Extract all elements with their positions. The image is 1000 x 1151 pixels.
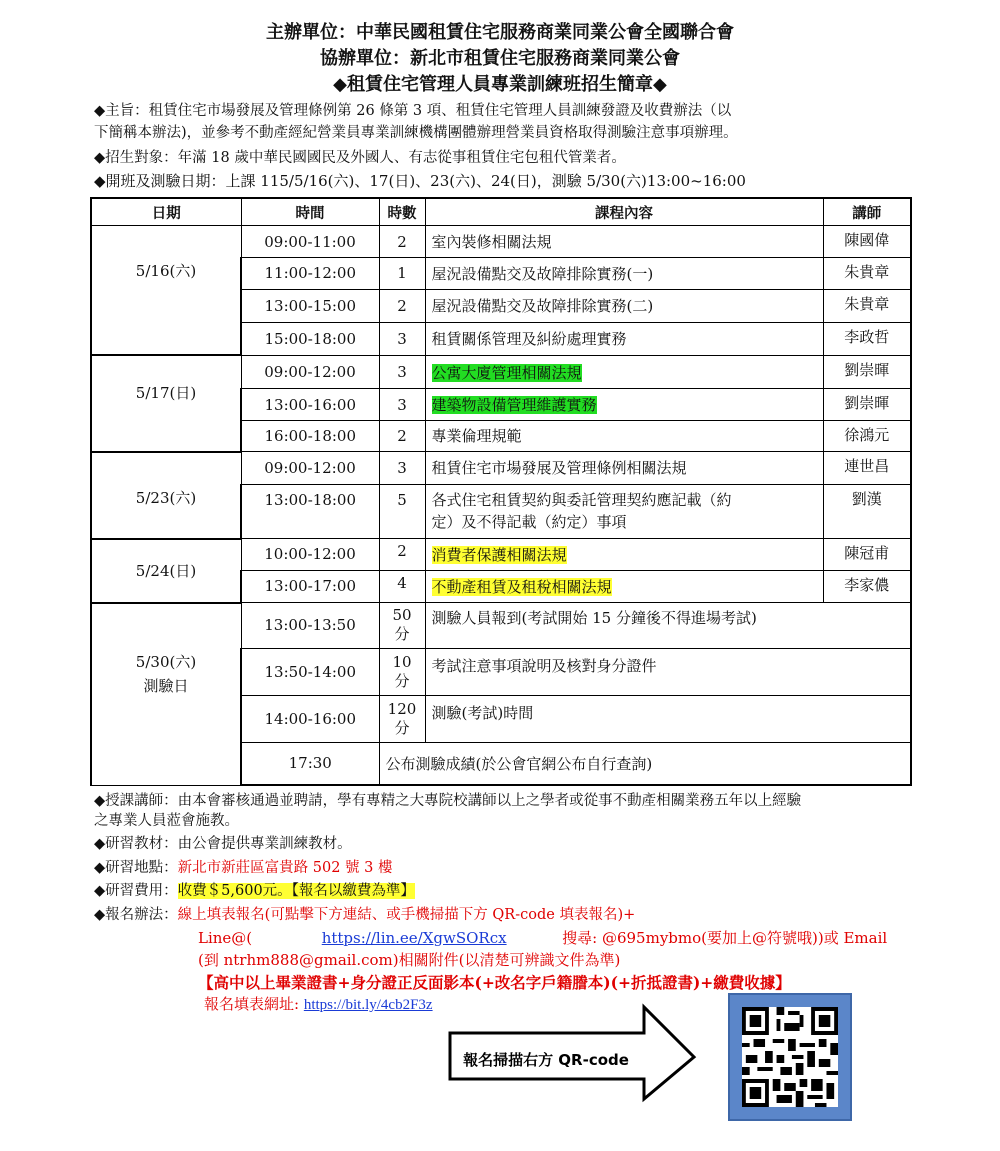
target-line: ◆招生對象：年滿 18 歲中華民國國民及外國人、有志從事租賃住宅包租代管業者。: [94, 150, 626, 166]
instructor-cell: 劉崇暉: [823, 389, 911, 420]
time-cell: 10:00-12:00: [241, 539, 379, 570]
time-cell: 16:00-18:00: [241, 420, 379, 451]
table-header-row: [91, 198, 911, 226]
course-cell: 考試注意事項說明及核對身分證件: [425, 648, 911, 696]
line-at-link[interactable]: https://lin.ee/XgwSORcx: [321, 929, 507, 947]
location-line: [94, 856, 924, 877]
instructor-cell: 徐鴻元: [823, 420, 911, 451]
exam-date: 5/30(六): [135, 652, 197, 671]
hours-cell: 3: [379, 322, 425, 355]
schedule-table: [90, 197, 912, 786]
time-cell: 13:50-14:00: [241, 648, 379, 696]
date-cell: 5/16(六): [91, 226, 241, 356]
header-time: 時間: [241, 198, 379, 226]
hours-value: 120: [387, 700, 417, 719]
time-cell: 11:00-12:00: [241, 257, 379, 289]
result-time-cell: 17:30: [241, 742, 379, 785]
qr-code-icon[interactable]: [742, 1007, 838, 1107]
hours-cell: [379, 696, 425, 743]
signup-line-prefix: Line@(: [198, 929, 253, 947]
arrow-label: 報名掃描右方 QR-code: [463, 1051, 629, 1069]
table-row: [91, 539, 911, 570]
time-cell: 13:00-15:00: [241, 290, 379, 322]
purpose-line-2: 下簡稱本辦法)，並參考不動產經紀營業員專業訓練機構團體辦理營業員資格取得測驗注意事項辦理。: [94, 125, 738, 141]
course-highlight-green: 建築物設備管理維護實務: [431, 396, 597, 415]
organizer-line: 主辦單位：中華民國租賃住宅服務商業同業公會全國聯合會: [266, 22, 734, 43]
instructor-cell: 李家儂: [823, 570, 911, 602]
time-cell: 15:00-18:00: [241, 322, 379, 355]
hours-cell: 3: [379, 452, 425, 484]
header-course: 課程內容: [425, 198, 823, 226]
date-cell: 5/17(日): [91, 355, 241, 451]
arrow-right-icon: [448, 1003, 698, 1103]
course-highlight-yellow: 消費者保護相關法規: [431, 545, 567, 564]
instructor-cell: 朱貴章: [823, 290, 911, 322]
hours-cell: 3: [379, 355, 425, 388]
hours-unit: 分: [394, 671, 410, 690]
hours-cell: [379, 648, 425, 696]
fee-line: [94, 879, 924, 900]
course-highlight-green: 公寓大廈管理相關法規: [431, 363, 582, 382]
dates-line: ◆開班及測驗日期：上課 115/5/16(六)、17(日)、23(六)、24(日)，測驗 5/30(六)13:00~16:00: [94, 172, 746, 190]
hours-cell: 5: [379, 484, 425, 539]
course-line-1: 各式住宅租賃契約與委託管理契約應記載（約: [431, 490, 732, 509]
time-cell: 13:00-17:00: [241, 570, 379, 602]
hours-cell: 2: [379, 226, 425, 257]
date-cell: 5/24(日): [91, 539, 241, 603]
hours-cell: 2: [379, 420, 425, 451]
qr-code-frame: [728, 993, 852, 1121]
fee-value: 收費＄5,600元。【報名以繳費為準】: [177, 883, 415, 899]
course-cell: 屋況設備點交及故障排除實務(二): [425, 290, 823, 322]
instructor-cell: 李政哲: [823, 322, 911, 355]
time-cell: 09:00-11:00: [241, 226, 379, 257]
header-date: 日期: [91, 198, 241, 226]
table-row: [91, 355, 911, 388]
header-instructor: 講師: [823, 198, 911, 226]
document-title: ◆租賃住宅管理人員專業訓練班招生簡章◆: [333, 74, 667, 95]
hours-cell: 4: [379, 570, 425, 602]
time-cell: 13:00-18:00: [241, 484, 379, 539]
signup-line-3: (到 ntrhm888@gmail.com)相關附件(以清楚可辨識文件為準): [198, 951, 621, 969]
course-highlight-yellow: 不動產租賃及租稅相關法規: [431, 577, 612, 596]
form-url-label: 報名填表網址:: [204, 995, 304, 1013]
instructor-cell: 朱貴章: [823, 257, 911, 289]
signup-label: ◆報名辦法：: [94, 907, 178, 923]
location-value: 新北市新莊區富貴路 502 號 3 樓: [177, 860, 393, 876]
table-row: [91, 452, 911, 484]
course-cell: [425, 539, 823, 570]
fee-label: ◆研習費用：: [94, 883, 178, 899]
date-cell: 5/23(六): [91, 452, 241, 539]
course-cell: 室內裝修相關法規: [425, 226, 823, 257]
time-cell: 09:00-12:00: [241, 452, 379, 484]
header-hours: 時數: [379, 198, 425, 226]
course-cell: 專業倫理規範: [425, 420, 823, 451]
hours-cell: 2: [379, 539, 425, 570]
signup-line-2: [198, 927, 1000, 948]
date-cell: [91, 603, 241, 785]
result-text-cell: 公布測驗成績(於公會官網公布自行查詢): [379, 742, 911, 785]
purpose-line-1: ◆主旨：租賃住宅市場發展及管理條例第 26 條第 3 項、租賃住宅管理人員訓練發證及收費辦法（以: [94, 103, 732, 119]
course-cell: 租賃住宅市場發展及管理條例相關法規: [425, 452, 823, 484]
hours-cell: 3: [379, 389, 425, 420]
instructors-line-2: 之專業人員蒞會施教。: [94, 813, 239, 829]
instructors-line-1: ◆授課講師：由本會審核通過並聘請，學有專精之大專院校講師以上之學者或從事不動產相關業務五年以上經驗: [94, 793, 802, 809]
hours-value: 10: [392, 652, 412, 671]
signup-line-1: [94, 903, 924, 924]
course-cell: 測驗(考試)時間: [425, 696, 911, 743]
signup-line-suffix: 搜尋: @695mybmo(要加上@符號哦))或 Email: [562, 929, 888, 947]
course-cell: [425, 484, 823, 539]
time-cell: 14:00-16:00: [241, 696, 379, 743]
course-cell: [425, 570, 823, 602]
location-label: ◆研習地點：: [94, 860, 178, 876]
hours-unit: 分: [394, 719, 410, 738]
instructor-cell: 劉漢: [823, 484, 911, 539]
hours-unit: 分: [394, 625, 410, 644]
course-line-2: 定）及不得記載（約定）事項: [431, 512, 627, 531]
instructor-cell: 陳冠甫: [823, 539, 911, 570]
signup-method: 線上填表報名(可點擊下方連結、或手機掃描下方 QR-code 填表報名)+: [177, 907, 636, 923]
exam-day-label: 測驗日: [143, 676, 189, 695]
hours-cell: 2: [379, 290, 425, 322]
time-cell: 13:00-16:00: [241, 389, 379, 420]
instructor-cell: 連世昌: [823, 452, 911, 484]
course-cell: 屋況設備點交及故障排除實務(一): [425, 257, 823, 289]
hours-value: 50: [392, 606, 412, 625]
course-cell: 測驗人員報到(考試開始 15 分鐘後不得進場考試): [425, 603, 911, 649]
materials-line: ◆研習教材：由公會提供專業訓練教材。: [94, 836, 352, 852]
hours-cell: [379, 603, 425, 649]
co-organizer-line: 協辦單位：新北市租賃住宅服務商業同業公會: [320, 48, 680, 69]
hours-cell: 1: [379, 257, 425, 289]
time-cell: 13:00-13:50: [241, 603, 379, 649]
course-cell: 租賃關係管理及糾紛處理實務: [425, 322, 823, 355]
course-cell: [425, 355, 823, 388]
course-cell: [425, 389, 823, 420]
signup-requirements: 【高中以上畢業證書+身分證正反面影本(+改名字戶籍謄本)(+折抵證書)+繳費收據】: [198, 973, 791, 992]
table-row: [91, 226, 911, 257]
time-cell: 09:00-12:00: [241, 355, 379, 388]
form-url-link[interactable]: https://bit.ly/4cb2F3z: [303, 997, 433, 1013]
instructor-cell: 劉崇暉: [823, 355, 911, 388]
table-row: [91, 603, 911, 649]
instructor-cell: 陳國偉: [823, 226, 911, 257]
